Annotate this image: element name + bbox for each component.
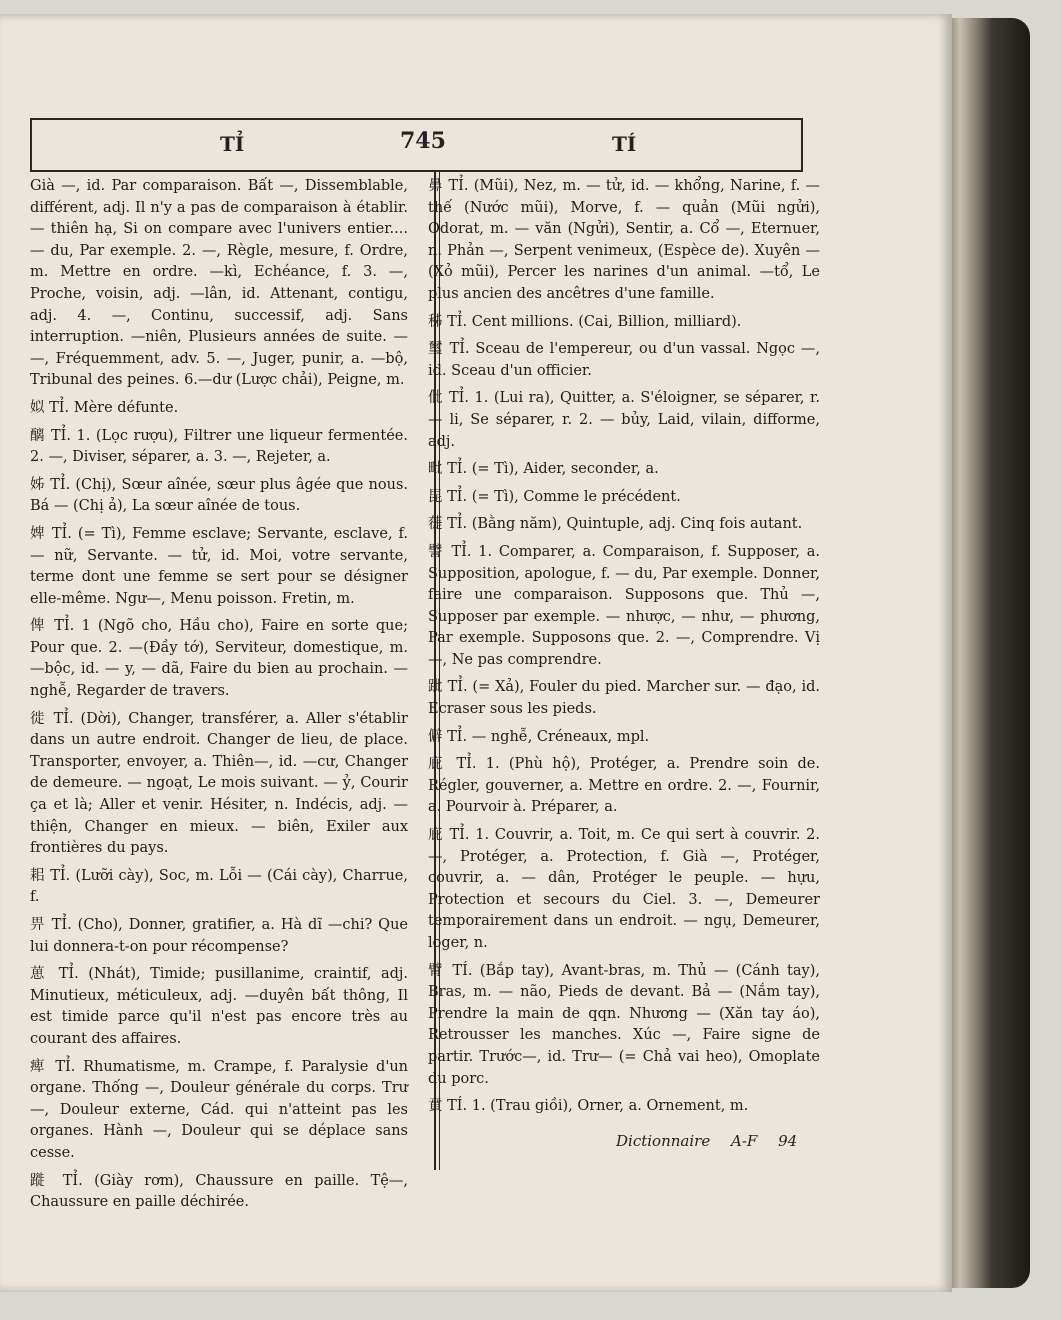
dictionary-entry: 俾 TỈ. 1 (Ngõ cho, Hầu cho), Faire en sorte que; Pour que. 2. —(Đầy tớ), Serviteur, domestique, m. —bộc, id. — y, — dã, Faire du bien au prochain. —nghễ, Regarder de travers. [30, 618, 408, 700]
dictionary-entry: 姊 TỈ. (Chị), Sœur aînée, sœur plus âgée que nous. Bá — (Chị ả), La sœur aînée de tous. [30, 476, 408, 515]
dictionary-entry: 毗 TỈ. (= Tì), Aider, seconder, a. [428, 461, 659, 478]
dictionary-entry: 璽 TỈ. Sceau de l'empereur, ou d'un vassal. Ngọc —, id. Sceau d'un officier. [428, 341, 820, 379]
dictionary-entry: 仳 TỈ. 1. (Lui ra), Quitter, a. S'éloigner, se séparer, r. — li, Se séparer, r. 2. — bủy, Laid, vilain, difforme, adj. [428, 390, 820, 450]
dictionary-entry: 臂 TÍ. (Bắp tay), Avant-bras, m. Thủ — (Cánh tay), Bras, m. — não, Pieds de devant. Bả — (Nắm tay), Prendre la main de qqn. Nhương — (Xăn tay áo), Retrousser les manches. Xúc —, Faire signe de partir. Trước—, id. Trư— (= Chả vai heo), Omoplate du porc. [428, 962, 820, 1087]
header-right-word: TÍ [612, 132, 637, 156]
dictionary-entry: 姒 TỈ. Mère défunte. [30, 399, 179, 416]
header-left-word: TỈ [220, 132, 245, 156]
dictionary-entry: 蓰 TỈ. (Bằng năm), Quintuple, adj. Cinq fois autant. [428, 516, 803, 533]
footer-label: Dictionnaire [616, 1132, 711, 1150]
dictionary-entry: 秭 TỈ. Cent millions. (Cai, Billion, milliard). [428, 313, 742, 330]
dictionary-entry: 譬 TỈ. 1. Comparer, a. Comparaison, f. Supposer, a. Supposition, apologue, f. — du, Par exemple. Donner, faire une comparaison. Supposons que. Thủ —, Supposer par exemple. — nhược, — như, — phương, Par exemple. Supposons que. 2. —, Comprendre. Vị —, Ne pas comprendre. [428, 543, 820, 668]
footer-section: A-F [730, 1132, 758, 1150]
dictionary-entry: 鼻 TỈ. (Mũi), Nez, m. — tử, id. — khổng, Narine, f. — thế (Nước mũi), Morve, f. — quản (Mũi ngửi), Odorat, m. — văn (Ngửi), Sentir, a. Cổ —, Eternuer, n. Phản —, Serpent venimeux, (Espèce de). Xuyên — (Xỏ mũi), Percer les narines d'un animal. —tổ, Le plus ancien des ancêtres d'une famille. [428, 178, 820, 302]
dictionary-entry: 醨 TỈ. 1. (Lọc rượu), Filtrer une liqueur fermentée. 2. —, Diviser, séparer, a. 3. —, Rejeter, a. [30, 427, 408, 466]
dictionary-entry: 耜 TỈ. (Lưỡi cày), Soc, m. Lỗi — (Cái cày), Charrue, f. [30, 867, 408, 906]
dictionary-entry: 僻 TỈ. — nghễ, Créneaux, mpl. [428, 728, 650, 745]
entry-continuation: Già —, id. Par comparaison. Bất —, Dissemblable, différent, adj. Il n'y a pas de comparaison à établir. — thiên hạ, Si on compare avec l'univers entier.... — du, Par exemple. 2. —, Règle, mesure, f. Ordre, m. Mettre en ordre. —kì, Echéance, f. 3. —, Proche, voisin, adj. —lân, id. Attenant, contigu, adj. 4. —, Continu, successif, adj. Sans interruption. —niên, Plusieurs années de suite. — —, Fréquemment, adv. 5. —, Juger, punir, a. —bộ, Tribunal des peines. 6.—dư (Lược chải), Peigne, m. [30, 178, 408, 389]
page-number: 745 [400, 128, 446, 154]
dictionary-entry: 徙 TỈ. (Dời), Changer, transférer, a. Aller s'établir dans un autre endroit. Changer de lieu, de place. Transporter, envoyer, a. Thiên—, id. —cư, Changer de demeure. — ngoạt, Le mois suivant. — ỷ, Courir ça et là; Aller et venir. Hésiter, n. Indécis, adj. —thiện, Changer en mieux. — biên, Exiler aux frontières du pays. [30, 710, 408, 857]
dictionary-entry: 賁 TÍ. 1. (Trau giồi), Orner, a. Ornement, m. [428, 1098, 749, 1115]
dictionary-entry: 庇 TỈ. 1. (Phù hộ), Protéger, a. Prendre soin de. Régler, gouverner, a. Mettre en ordre. 2. —, Fournir, a. Pourvoir à. Préparer, a. [428, 756, 820, 816]
left-column [30, 176, 408, 1220]
dictionary-entry: 婢 TỈ. (= Tì), Femme esclave; Servante, esclave, f. — nữ, Servante. — tử, id. Moi, votre servante, terme dont une femme se sert pour se désigner elle-même. Ngư—, Menu poisson. Fretin, m. [30, 525, 408, 607]
dictionary-entry: 跐 TỈ. (= Xả), Fouler du pied. Marcher sur. — đạo, id. Ecraser sous les pieds. [428, 679, 820, 718]
dictionary-entry: 毘 TỈ. (= Tì), Comme le précédent. [428, 488, 681, 505]
running-header [30, 118, 803, 172]
right-column [428, 176, 820, 1124]
page-footer [616, 1132, 813, 1150]
footer-signature: 94 [778, 1132, 798, 1150]
dictionary-entry: 蹝 TỈ. (Giày rơm), Chaussure en paille. Tệ—, Chaussure en paille déchirée. [30, 1172, 408, 1211]
dictionary-entry: 庇 TỈ. 1. Couvrir, a. Toit, m. Ce qui sert à couvrir. 2. —, Protéger, a. Protection, f. Già —, Protéger, couvrir, a. — dân, Protéger le peuple. — hựu, Protection et secours du Ciel. 3. —, Demeurer temporairement dans un endroit. — ngụ, Demeurer, loger, n. [428, 827, 820, 951]
dictionary-entry: 痺 TỈ. Rhumatisme, m. Crampe, f. Paralysie d'un organe. Thống —, Douleur générale du corps. Trư —, Douleur externe, Cád. qui n'atteint pas les organes. Hành —, Douleur qui se déplace sans cesse. [30, 1058, 408, 1161]
dictionary-entry: 畀 TỈ. (Cho), Donner, gratifier, a. Hà dĩ —chi? Que lui donnera-t-on pour récompense? [30, 917, 408, 955]
dictionary-entry: 葸 TỈ. (Nhát), Timide; pusillanime, craintif, adj. Minutieux, méticuleux, adj. —duyên bất thông, Il est timide parce qu'il n'est pas encore très au courant des affaires. [30, 966, 408, 1047]
